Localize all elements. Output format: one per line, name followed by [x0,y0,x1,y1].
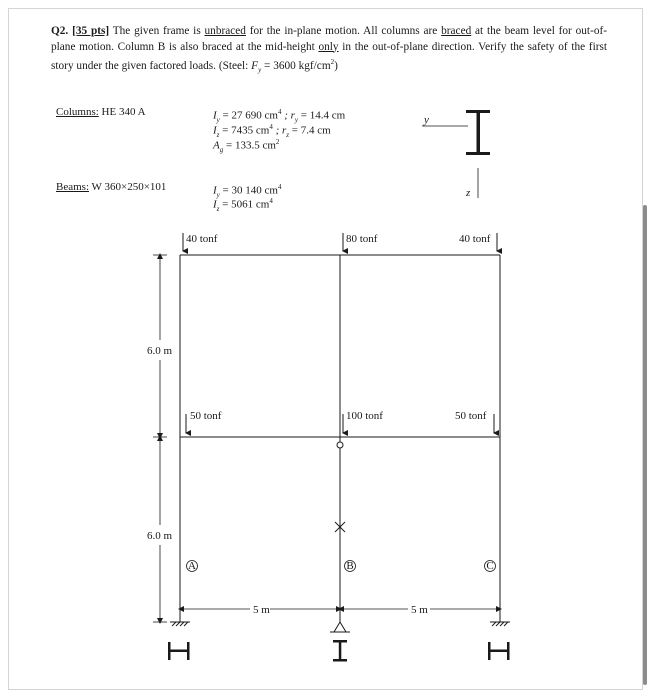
word-braced: braced [441,25,472,37]
dim-bay-right: 5 m [411,604,428,616]
rz-sub: z [286,130,289,139]
column-c-label: C [486,560,494,572]
iz-exp: 4 [269,123,273,131]
fy-symbol: F [251,59,259,72]
section-axes-icon [422,110,490,199]
iy-exp: 4 [277,108,282,116]
beam-iz-value: = 5061 cm [219,198,270,211]
ag-value: = 133.5 cm [223,139,276,152]
dim-story-lower: 6.0 m [147,530,173,542]
fy-exponent: 2 [330,58,335,66]
beam-iy-sub: y [216,190,220,199]
hinge-icon [337,442,343,448]
columns-label: Columns: [56,106,99,118]
beam-iy-symbol: I [213,184,217,197]
iy-sub: y [216,115,220,124]
column-b-label: B [346,560,354,572]
word-unbraced: unbraced [204,25,246,37]
load-mid-right: 50 tonf [455,410,487,422]
load-top-left: 40 tonf [186,233,218,245]
pin-support-b-icon [330,622,350,632]
iy-value: = 27 690 cm [219,109,278,122]
ry-symbol: ; r [281,109,295,122]
iz-value: = 7435 cm [219,124,270,137]
frame-members [180,255,500,622]
column-a-orientation-icon [168,642,190,660]
column-a-label: A [188,560,196,572]
fixed-support-c-icon [490,622,510,626]
ry-sub: y [294,115,298,124]
beam-iz-sub: z [216,204,220,213]
question-text-2: for the in-plane motion. All columns are [245,25,442,37]
word-only: only [318,40,339,53]
i-section-web [477,111,481,153]
load-mid-left: 50 tonf [190,410,222,422]
beams-section: W 360×250×101 [89,181,167,193]
axis-y-label: y [424,114,429,126]
fixed-support-a-icon [170,622,190,626]
question-number: Q2. [51,25,69,37]
iy-symbol: I [213,109,217,122]
question-points: [35 pts] [72,25,110,37]
iz-sub: z [216,130,220,139]
question-text-4: in the out-of-plane direction. Verify the safety of the first story under the given factored loads. (Steel: [51,40,607,72]
axis-z-label: z [466,187,471,199]
dim-bay-left: 5 m [253,604,270,616]
fy-value: = 3600 kgf/cm [261,59,331,72]
beam-iy-exp: 4 [277,183,282,191]
dim-story-upper: 6.0 m [147,345,173,357]
question-text-3: at the beam level for out-of-plane motion. Column B is also braced at the mid-height [51,25,607,53]
beam-iy-value: = 30 140 cm [219,184,278,197]
load-top-right: 40 tonf [459,233,491,245]
question-text-5: ) [334,59,338,72]
column-b-label-badge [345,560,356,572]
beam-iz-symbol: I [213,198,217,211]
rz-value: = 7.4 cm [289,124,331,137]
ry-value: = 14.4 cm [298,109,346,122]
rz-symbol: ; r [272,124,287,137]
ag-sub: g [219,145,224,154]
column-b-orientation-icon [333,640,347,662]
load-mid-mid: 100 tonf [346,410,383,422]
beam-iz-exp: 4 [269,197,273,205]
ag-exp: 2 [275,138,280,146]
beams-label: Beams: [56,181,89,193]
ag-symbol: A [213,139,220,152]
columns-section: HE 340 A [98,106,146,118]
question-text-1: The given frame is [109,25,205,37]
vertical-dimensions [153,255,167,622]
fy-subscript: y [258,66,262,75]
load-top-mid: 80 tonf [346,233,378,245]
iz-symbol: I [213,124,217,137]
i-section-bottom-flange [466,152,490,155]
column-c-label-badge [485,560,496,572]
column-c-orientation-icon [488,642,510,660]
column-a-label-badge [187,560,198,572]
